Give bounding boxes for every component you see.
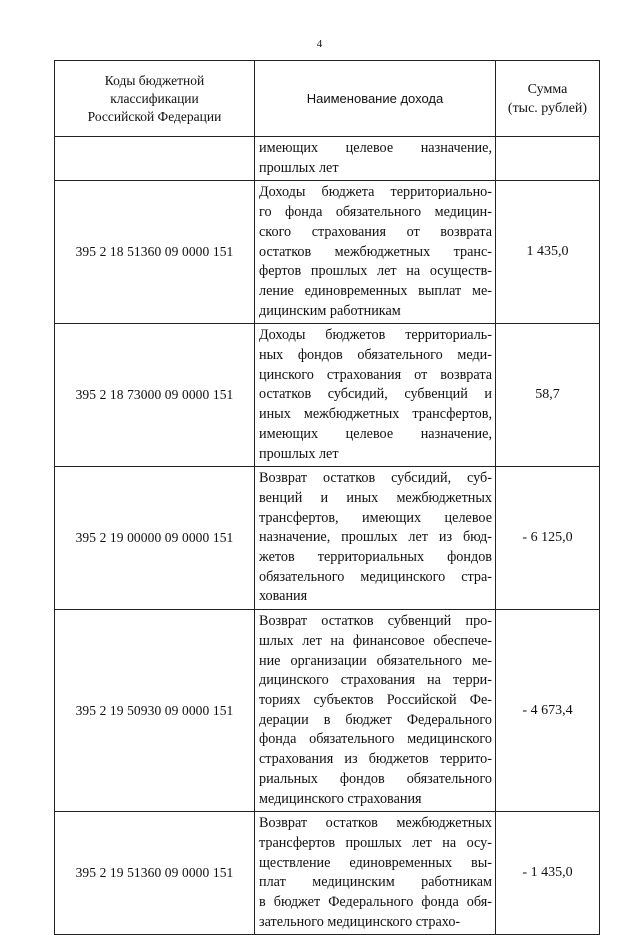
amount-cell: 1 435,0 bbox=[496, 181, 600, 324]
income-name-line: ториях субъектов Российской Фе- bbox=[259, 691, 492, 708]
income-name-line: Доходы бюджетов территориаль- bbox=[259, 327, 492, 344]
income-name-line: иных межбюджетных трансфертов, bbox=[259, 406, 492, 423]
income-name-line: остатков субсидий, субвенций и bbox=[259, 386, 492, 403]
table-row bbox=[55, 610, 600, 812]
income-name-line: обязательного медицинского стра- bbox=[259, 568, 492, 585]
budget-code-cell: 395 2 19 51360 09 0000 151 bbox=[55, 812, 255, 935]
header-code-line: Российской Федерации bbox=[87, 108, 222, 124]
budget-code-cell bbox=[55, 137, 255, 181]
budget-code-cell: 395 2 18 73000 09 0000 151 bbox=[55, 324, 255, 467]
table-row bbox=[55, 181, 600, 324]
income-name-line: в бюджет Федерального фонда обя- bbox=[259, 894, 492, 911]
income-name-line: шлых лет на финансовое обеспече- bbox=[259, 632, 492, 649]
income-name-line: остатков межбюджетных транс- bbox=[259, 243, 492, 260]
income-name-line: медицинского страхования bbox=[259, 790, 422, 807]
income-name-line: ние организации обязательного ме- bbox=[259, 652, 492, 669]
income-name-line: венций и иных межбюджетных bbox=[259, 489, 492, 506]
table-row bbox=[55, 137, 600, 181]
amount-cell: - 4 673,4 bbox=[496, 610, 600, 812]
amount-cell: - 1 435,0 bbox=[496, 812, 600, 935]
income-name-line: Доходы бюджета территориально- bbox=[259, 184, 492, 201]
income-name-line: фонда обязательного медицинского bbox=[259, 731, 492, 748]
header-code-line: классификации bbox=[110, 90, 199, 106]
budget-code-cell: 395 2 18 51360 09 0000 151 bbox=[55, 181, 255, 324]
amount-cell: - 6 125,0 bbox=[496, 467, 600, 610]
income-name-cell bbox=[255, 181, 496, 324]
income-name-line: Возврат остатков межбюджетных bbox=[259, 815, 492, 832]
budget-code-cell: 395 2 19 00000 09 0000 151 bbox=[55, 467, 255, 610]
income-name-line: страхования из бюджетов террито- bbox=[259, 751, 492, 768]
table-row bbox=[55, 467, 600, 610]
income-name-line: прошлых лет bbox=[259, 445, 339, 462]
income-name-line: жетов территориальных фондов bbox=[259, 549, 492, 566]
income-name-line: го фонда обязательного медицин- bbox=[259, 204, 492, 221]
income-name-line: ского страхования от возврата bbox=[259, 223, 492, 240]
income-name-line: дицинского страхования на терри- bbox=[259, 672, 492, 689]
header-amount-line: (тыс. рублей) bbox=[507, 100, 588, 116]
income-name-line: риальных фондов обязательного bbox=[259, 770, 492, 787]
income-name-cell bbox=[255, 812, 496, 935]
income-name-line: назначение, прошлых лет из бюд- bbox=[259, 529, 492, 546]
header-code bbox=[55, 61, 255, 137]
table-row bbox=[55, 812, 600, 935]
header-code-line: Коды бюджетной bbox=[104, 72, 205, 88]
income-name-line: трансфертов, имеющих целевое bbox=[259, 509, 492, 526]
income-name-line: зательного медицинского страхо- bbox=[259, 913, 461, 930]
income-name-cell bbox=[255, 324, 496, 467]
income-name-line: ление единовременных выплат ме- bbox=[259, 282, 492, 299]
income-name-line: фертов прошлых лет на осуществ- bbox=[259, 263, 492, 280]
header-amount-line: Сумма bbox=[527, 81, 568, 97]
amount-cell: 58,7 bbox=[496, 324, 600, 467]
amount-cell bbox=[496, 137, 600, 181]
table-row bbox=[55, 324, 600, 467]
header-name: Наименование дохода bbox=[255, 61, 496, 137]
income-name-line: ществление единовременных вы- bbox=[259, 854, 492, 871]
income-name-line: имеющих целевое назначение, bbox=[259, 425, 492, 442]
income-name-line: дерации в бюджет Федерального bbox=[259, 711, 492, 728]
income-name-line: цинского страхования от возврата bbox=[259, 366, 492, 383]
income-name-cell bbox=[255, 467, 496, 610]
budget-code-cell: 395 2 19 50930 09 0000 151 bbox=[55, 610, 255, 812]
income-name-line: Возврат остатков субсидий, суб- bbox=[259, 470, 492, 487]
income-name-line: дицинским работникам bbox=[259, 302, 401, 319]
income-name-line: хования bbox=[259, 588, 308, 605]
budget-income-table bbox=[54, 60, 600, 935]
income-name-cell bbox=[255, 610, 496, 812]
header-amount bbox=[496, 61, 600, 137]
income-name-line: Возврат остатков субвенций про- bbox=[259, 613, 492, 630]
income-name-line: прошлых лет bbox=[259, 159, 339, 176]
income-name-line: трансфертов прошлых лет на осу- bbox=[259, 834, 492, 851]
income-name-line: имеющих целевое назначение, bbox=[259, 140, 492, 156]
income-name-line: плат медицинским работникам bbox=[259, 874, 492, 891]
income-name-cell bbox=[255, 137, 496, 181]
page-number: 4 bbox=[316, 38, 323, 50]
income-name-line: ных фондов обязательного меди- bbox=[259, 347, 492, 364]
table-header-row bbox=[55, 61, 600, 137]
